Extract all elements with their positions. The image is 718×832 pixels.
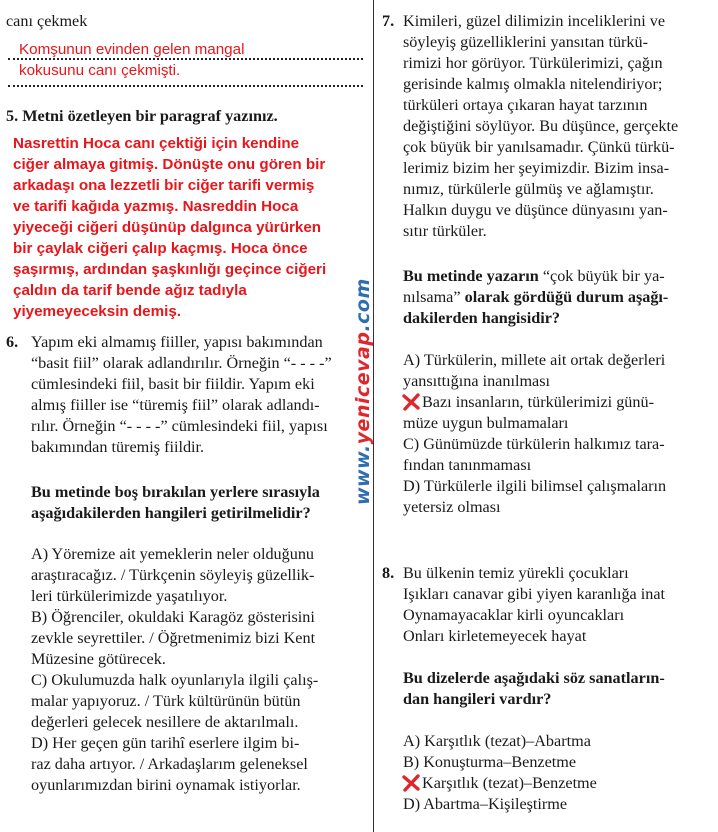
q7-question-quote: nılsama”	[403, 288, 461, 306]
q6-option-d[interactable]	[31, 733, 318, 796]
q7-option-line: müze uygun bulmamaları	[403, 414, 569, 432]
q6-option-b[interactable]	[31, 607, 318, 670]
q6-text-line: almış fiiller ise “türemiş fiil” olarak adlandı-	[31, 396, 320, 414]
q6-option-line: araştıracağız. / Türkçenin söyleyiş güzellik-	[31, 566, 315, 584]
q7-option-line: A) Türkülerin, millete ait ortak değerleri	[403, 351, 666, 369]
q5-answer-line: şaşırmış, ardından şaşkınlığı geçince ciğeri	[13, 261, 327, 278]
q7-option-line: C) Günümüzde türkülerin halkımız tara-	[403, 435, 665, 453]
q6-option-line: A) Yöremize ait yemeklerin neler olduğunu	[31, 545, 315, 563]
q6-text-line: bakımından türemiş fiildir.	[31, 438, 205, 456]
q6-option-line: Müzesine götürecek.	[31, 650, 166, 668]
q7-option-line: Bazı insanların, türkülerimizi günü-	[422, 393, 654, 411]
q5-answer-line: yiyeceği ciğeri düşünüp dalgınca yürürken	[13, 219, 322, 236]
q5-answer-line: ciğer almaya gitmiş. Dönüşte onu gören bir	[13, 156, 326, 173]
q7-option-line: yetersiz olması	[403, 498, 501, 516]
q7-option-line: D) Türkülerle ilgili bilimsel çalışmaların	[403, 477, 667, 495]
q8-number: 8.	[382, 564, 395, 582]
q6-option-line: oyunlarımızdan birini oynamak istiyorlar.	[31, 776, 301, 794]
q5-answer-line: yiyemeyeceksin demiş.	[13, 303, 182, 320]
watermark-prefix: www.	[352, 444, 374, 505]
q6-text-line: rılır. Örneğin “- - - -” cümlesindeki fiil, yapısı	[31, 417, 328, 435]
q7-options	[403, 350, 666, 518]
q8-option-c[interactable]: Karşıtlık (tezat)–Benzetme	[422, 774, 597, 792]
q5-answer-line: bir çaylak ciğeri çalıp kaçmış. Hoca önce	[13, 240, 308, 257]
q7-option-line: yansıttığına inanılması	[403, 372, 551, 390]
q7-question-quote: “çok büyük bir ya-	[542, 267, 665, 285]
q8-option-d[interactable]: D) Abartma–Kişileştirme	[403, 795, 568, 813]
dotted-line	[8, 85, 363, 87]
q7-text-line: söyleyiş güzelliklerini yansıtan türkü-	[403, 33, 649, 51]
q7-question-bold: Bu metinde yazarın	[403, 267, 543, 285]
q6-option-line: B) Öğrenciler, okuldaki Karagöz gösterisini	[31, 608, 315, 626]
q7-text-line: Halkın duygu ve düşünce dünyasını yan-	[403, 201, 668, 219]
answer-sentence-line-1: Komşunun evinden gelen mangal	[19, 41, 245, 58]
q5-number: 5.	[6, 107, 19, 125]
q7-question-bold: olarak gördüğü durum aşağı-	[460, 288, 669, 306]
q8-options	[403, 731, 597, 815]
q7-option-d[interactable]	[403, 476, 666, 518]
q7-option-b[interactable]	[403, 392, 666, 434]
q7-number: 7.	[382, 12, 395, 30]
q8-poem	[403, 563, 665, 647]
q8-poem-line: Işıkları canavar gibi yiyen karanlığa inat	[403, 585, 666, 603]
q7-option-a[interactable]	[403, 350, 666, 392]
q7-text-line: türküleri ortaya çıkaran hayat tarzının	[403, 96, 648, 114]
q8-option-a[interactable]: A) Karşıtlık (tezat)–Abartma	[403, 732, 591, 750]
q7-question	[403, 266, 668, 329]
q7-text-line: Kimileri, güzel dilimizin inceliklerini ve	[403, 12, 666, 30]
answer-cross-icon	[402, 393, 420, 411]
q6-option-line: raz daha artıyor. / Arkadaşlarım geleneksel	[31, 755, 308, 773]
q7-text	[403, 11, 678, 242]
q8-poem-line: Oynamayacaklar kirli oyuncakları	[403, 606, 625, 624]
q8-question-line: dan hangileri vardır?	[403, 690, 552, 708]
q6-text-line: cümlesindeki fiil, basit bir fiildir. Yapım eki	[31, 375, 315, 393]
q7-text-line: çok büyük bir yanılsamadır. Çünkü türkü-	[403, 138, 675, 156]
q6-question-line: aşağıdakilerden hangileri getirilmelidir?	[31, 504, 311, 522]
q6-option-line: D) Her geçen gün tarihî eserlere ilgim bi-	[31, 734, 300, 752]
q6-option-line: leri türkülerimizde yaşatılıyor.	[31, 587, 228, 605]
q6-text-line: Yapım eki almamış fiiller, yapısı bakımından	[31, 333, 323, 351]
q7-text-line: sıtır türküler.	[403, 222, 487, 240]
q8-option-b[interactable]: B) Konuşturma–Benzetme	[403, 753, 577, 771]
q6-option-line: C) Okulumuzda halk oyunlarıyla ilgili çalış-	[31, 671, 319, 689]
q5-answer-line: çaldın da tarif bende ağız tadıyla	[13, 282, 247, 299]
q6-option-line: zevkle seyrettiler. / Öğretmenimiz bizi Kent	[31, 629, 316, 647]
watermark	[352, 278, 374, 505]
q5-answer-line: arkadaşı ona lezzetli bir ciğer tarifi vermiş	[13, 177, 315, 194]
q6-option-line: malar yapıyoruz. / Türk kültürünün bütün	[31, 692, 301, 710]
answer-sentence-line-2: kokusunu canı çekmişti.	[19, 62, 181, 79]
q5-answer	[13, 133, 326, 322]
q6-option-c[interactable]	[31, 670, 318, 733]
q7-option-line: fından tanınmaması	[403, 456, 532, 474]
q6-question	[31, 482, 320, 524]
q5-answer-line: ve tarifi kağıda yazmış. Nasreddin Hoca	[13, 198, 299, 215]
answer-cross-icon	[402, 774, 420, 792]
q7-text-line: nımız, türkülerle gülmüş ve ağlamıştır.	[403, 180, 654, 198]
top-line-text: canı çekmek	[6, 12, 88, 30]
q7-option-c[interactable]	[403, 434, 666, 476]
q8-poem-line: Onları kirletemeyecek hayat	[403, 627, 587, 645]
q7-question-line	[403, 287, 668, 308]
q8-question-line: Bu dizelerde aşağıdaki söz sanatların-	[403, 669, 665, 687]
q6-option-line: değerleri gelecek nesillere de aktarılmalı.	[31, 713, 299, 731]
q7-text-line: rimizi hor görüyor. Türkülerimizi, çağın	[403, 54, 663, 72]
q5-heading	[6, 106, 278, 127]
q6-options	[31, 544, 318, 796]
q7-text-line: gerisinde kalmış olmakla nitelendiriyor;	[403, 75, 663, 93]
q7-question-line: dakilerden hangisidir?	[403, 309, 560, 327]
q7-text-line: lerimiz bizim her şeyimizdir. Bizim insa-	[403, 159, 670, 177]
q5-answer-line: Nasrettin Hoca canı çektiği için kendine	[13, 135, 300, 152]
q6-option-a[interactable]	[31, 544, 318, 607]
q8-question	[403, 668, 665, 710]
q6-text	[31, 332, 332, 458]
q7-text-line: değiştiğini söylüyor. Bu düşünce, gerçekte	[403, 117, 679, 135]
q5-prompt: Metni özetleyen bir paragraf yazınız.	[22, 107, 278, 125]
q6-number: 6.	[6, 333, 19, 351]
watermark-brand: yenicevap	[352, 331, 374, 445]
q7-question-line	[403, 266, 668, 287]
q6-question-line: Bu metinde boş bırakılan yerlere sırasıyla	[31, 483, 320, 501]
watermark-suffix: .com	[352, 278, 374, 332]
q8-poem-line: Bu ülkenin temiz yürekli çocukları	[403, 564, 629, 582]
q6-text-line: “basit fiil” olarak adlandırılır. Örneğin “- - - -”	[31, 354, 332, 372]
